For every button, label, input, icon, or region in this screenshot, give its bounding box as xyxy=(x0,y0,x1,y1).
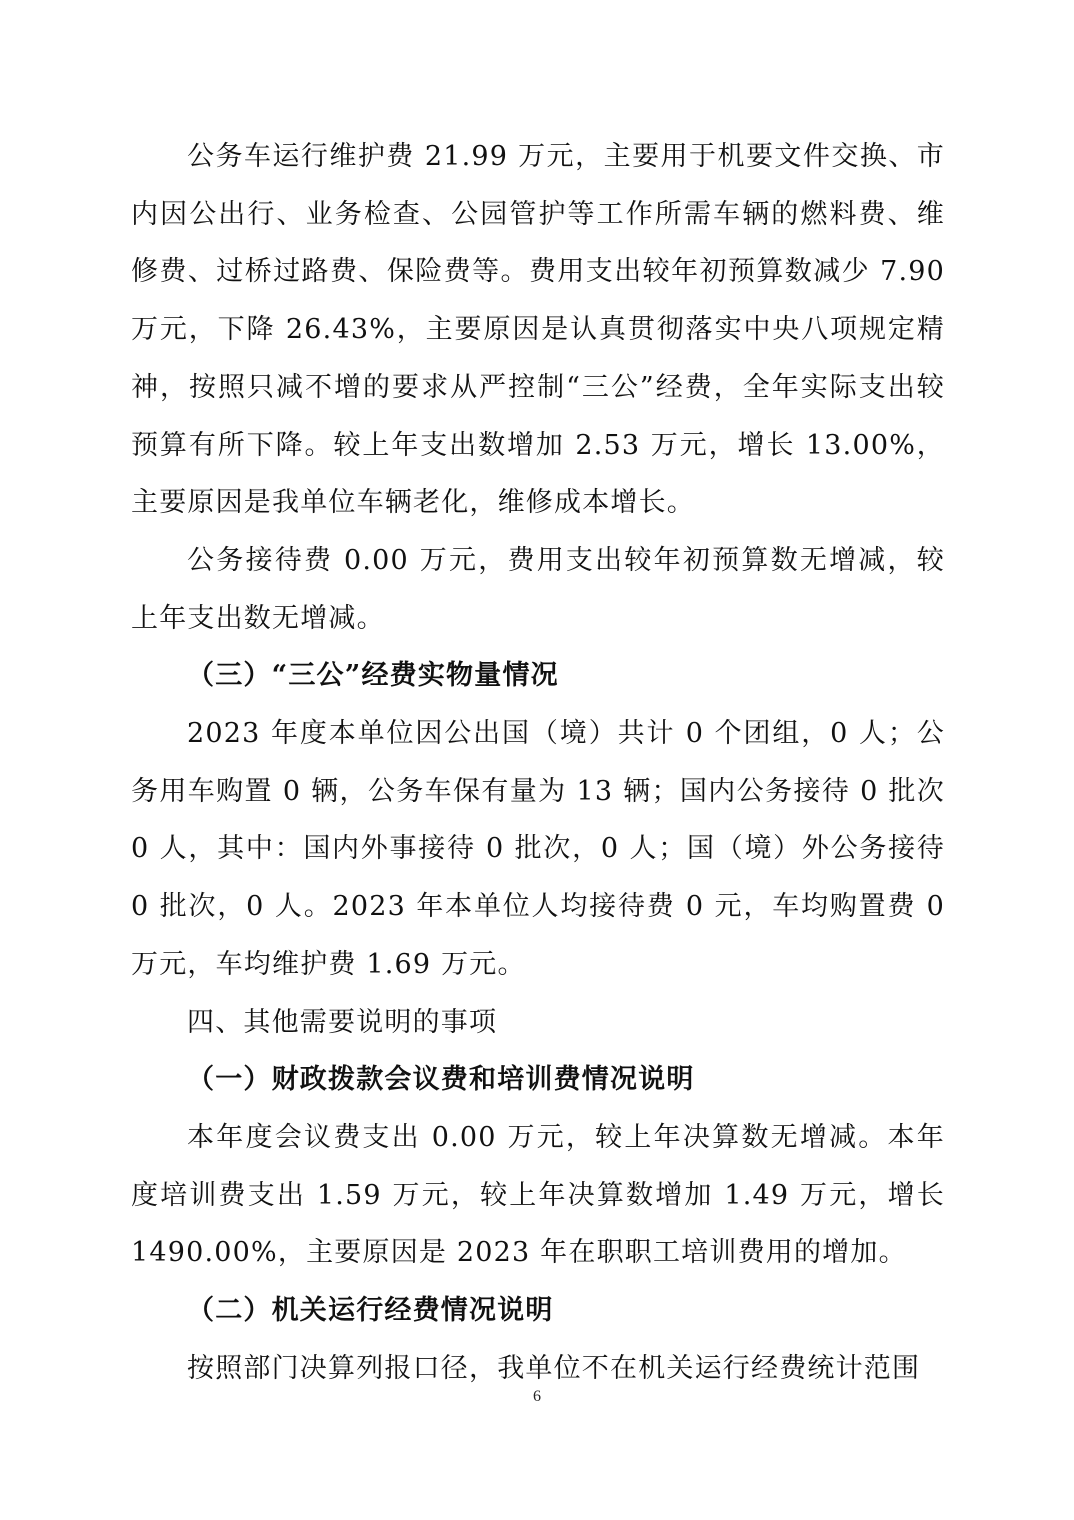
heading-other-matters: 四、其他需要说明的事项 xyxy=(187,1006,498,1038)
heading-operating-expenses: （二）机关运行经费情况说明 xyxy=(187,1295,554,1327)
paragraph-meeting-training-details: 本年度会议费支出 0.00 万元，较上年决算数无增减。本年度培训费支出 1.59 万元，较上年决算数增加 1.49 万元，增长 1490.00%，主要原因是 2023 年在职职工培训费用的增加。 xyxy=(131,1121,945,1269)
heading-meeting-training-fees: （一）财政拨款会议费和培训费情况说明 xyxy=(187,1064,695,1096)
heading-three-public-quantity: （三）“三公”经费实物量情况 xyxy=(187,660,559,692)
paragraph-vehicle-maintenance: 公务车运行维护费 21.99 万元，主要用于机要文件交换、市内因公出行、业务检查、公园管护等工作所需车辆的燃料费、维修费、过桥过路费、保险费等。费用支出较年初预算数减少 7.90 万元，下降 26.43%，主要原因是认真贯彻落实中央八项规定精神，按照只减不增的要求从严控制“三公”经费，全年实际支出较预算有所下降。较上年支出数增加 2.53 万元，增长 13.00%，主要原因是我单位车辆老化，维修成本增长。 xyxy=(131,141,945,519)
paragraph-reception-fee: 公务接待费 0.00 万元，费用支出较年初预算数无增减，较上年支出数无增减。 xyxy=(131,544,945,634)
paragraph-operating-expenses: 按照部门决算列报口径，我单位不在机关运行经费统计范围 xyxy=(187,1352,921,1384)
page-number: 6 xyxy=(533,1388,541,1405)
document-body xyxy=(131,128,945,1397)
paragraph-quantity-details: 2023 年度本单位因公出国（境）共计 0 个团组，0 人；公务用车购置 0 辆，公务车保有量为 13 辆；国内公务接待 0 批次 0 人，其中：国内外事接待 0 批次，0 人；国（境）外公务接待 0 批次，0 人。2023 年本单位人均接待费 0 元，车均购置费 0 万元，车均维护费 1.69 万元。 xyxy=(131,718,945,980)
